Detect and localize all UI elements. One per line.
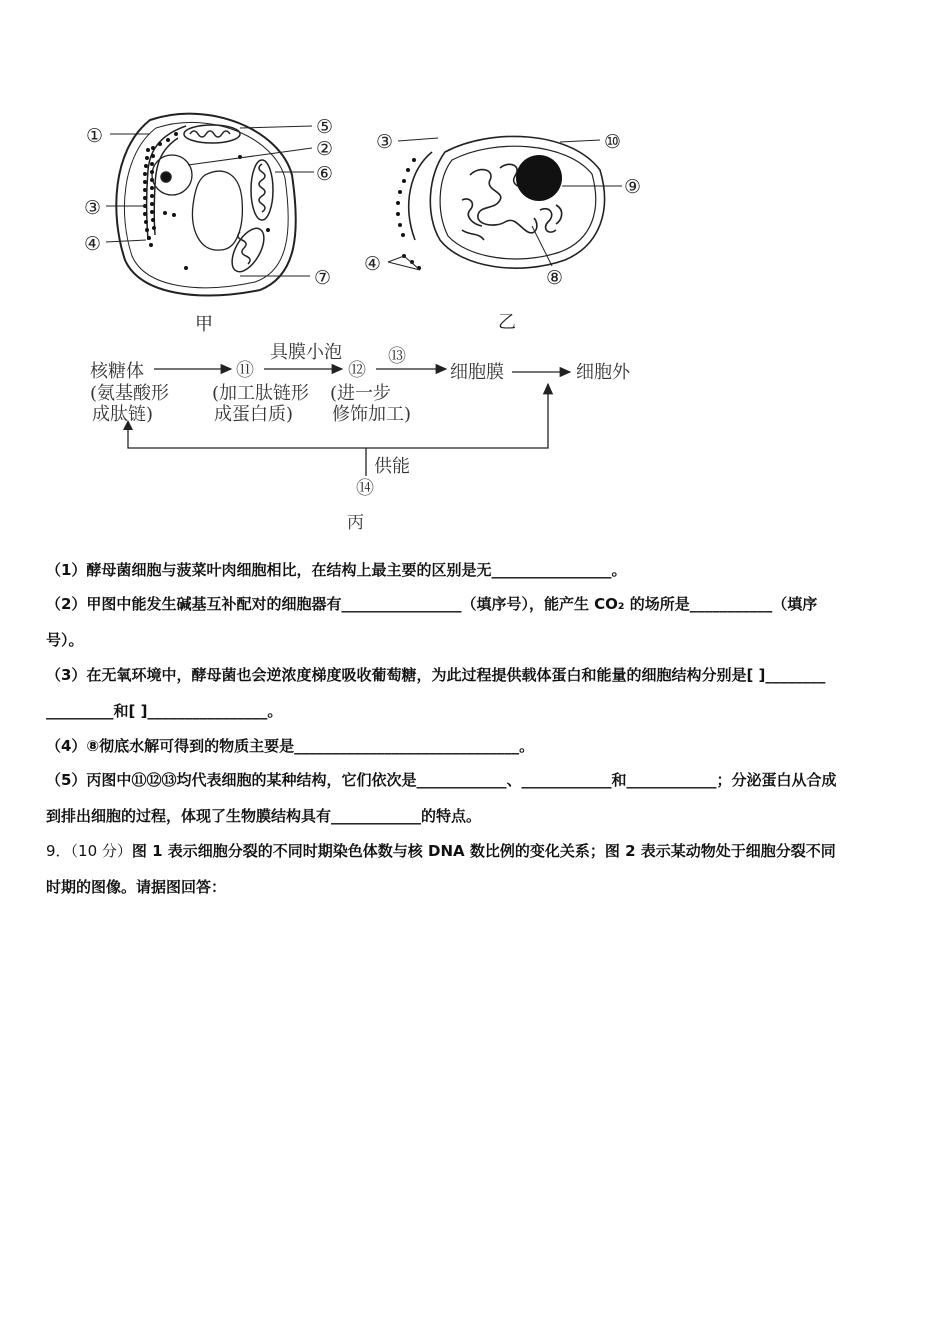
label-2: ②: [316, 138, 334, 160]
flow-membrane: 细胞膜: [450, 362, 504, 383]
cell-a-ribosomes: [143, 132, 270, 270]
question-5: [46, 762, 906, 834]
question-3-line-2: _________和[ ]________________。: [46, 702, 283, 720]
question-3: [46, 657, 906, 729]
label-3b: ③: [376, 131, 394, 153]
flow-n12: ⑫: [348, 360, 366, 381]
flow-labels: [90, 342, 631, 533]
question-4-text: （4）⑧彻底水解可得到的物质主要是______________________________。: [46, 737, 535, 755]
flow-n14: ⑭: [356, 478, 374, 499]
flow-vesicle: 具膜小泡: [270, 342, 342, 363]
question-5-line-1: （5）丙图中⑪⑫⑬均代表细胞的某种结构，它们依次是____________、____________和____________；分泌蛋白从合成: [46, 771, 837, 789]
flow-caption: 丙: [347, 513, 364, 533]
question-4: [46, 728, 906, 764]
question-9-line-1-text: 图 1 表示细胞分裂的不同时期染色体数与核 DNA 数比例的变化关系；图 2 表示某动物处于细胞分裂不同: [131, 842, 836, 860]
flow-energy: 供能: [374, 456, 410, 477]
flow-outside: 细胞外: [576, 362, 630, 383]
question-1-text: （1）酵母菌细胞与菠菜叶肉细胞相比，在结构上最主要的区别是无________________。: [46, 561, 627, 579]
cell-a-diagram: [116, 114, 296, 296]
label-3: ③: [84, 197, 102, 219]
question-9-line-2-text: 时期的图像。请据图回答：: [46, 878, 227, 896]
flow-ribosome-note-2: 成肽链): [92, 404, 154, 425]
label-9: ⑨: [624, 176, 642, 198]
label-5: ⑤: [316, 116, 334, 138]
label-4b: ④: [364, 253, 382, 275]
cell-b-caption: 乙: [498, 312, 516, 333]
label-8: ⑧: [546, 267, 564, 289]
question-2-line-2: 号）。: [46, 631, 84, 649]
question-9: [46, 833, 906, 905]
cell-b-diagram: [409, 136, 605, 268]
question-9-line-1: [46, 833, 906, 869]
label-7: ⑦: [314, 267, 332, 289]
flow-n12-note-2: 修饰加工): [332, 404, 412, 425]
label-6: ⑥: [316, 163, 334, 185]
flow-n11: ⑪: [236, 360, 254, 381]
question-1: [46, 552, 906, 588]
nucleolus: [516, 155, 562, 201]
question-2-line-1: （2）甲图中能发生碱基互补配对的细胞器有________________（填序号），能产生 CO₂ 的场所是___________（填序: [46, 595, 818, 613]
question-9-points: （10 分）: [70, 842, 132, 860]
cell-b-labels: [364, 131, 641, 333]
label-10: ⑩: [604, 131, 622, 153]
question-3-line-1: （3）在无氧环境中，酵母菌也会逆浓度梯度吸收葡萄糖，为此过程提供载体蛋白和能量的细胞结构分别是[ ]________: [46, 666, 826, 684]
flow-n13: ⑬: [388, 346, 406, 367]
question-2: [46, 586, 906, 658]
flow-n11-note-2: 成蛋白质): [214, 404, 294, 425]
flow-ribosome-note-1: (氨基酸形: [90, 383, 170, 404]
question-5-line-2: 到排出细胞的过程，体现了生物膜结构具有____________的特点。: [46, 807, 482, 825]
flow-ribosome: 核糖体: [90, 361, 144, 382]
biology-figure: [0, 0, 950, 545]
flow-n11-note-1: (加工肽链形: [212, 383, 310, 404]
cell-a-caption: 甲: [195, 314, 213, 335]
label-1: ①: [86, 125, 104, 147]
flow-n12-note-1: (进一步: [330, 383, 392, 404]
label-4: ④: [84, 233, 102, 255]
question-9-number: 9．: [46, 842, 71, 860]
question-9-line-2: [46, 869, 906, 905]
